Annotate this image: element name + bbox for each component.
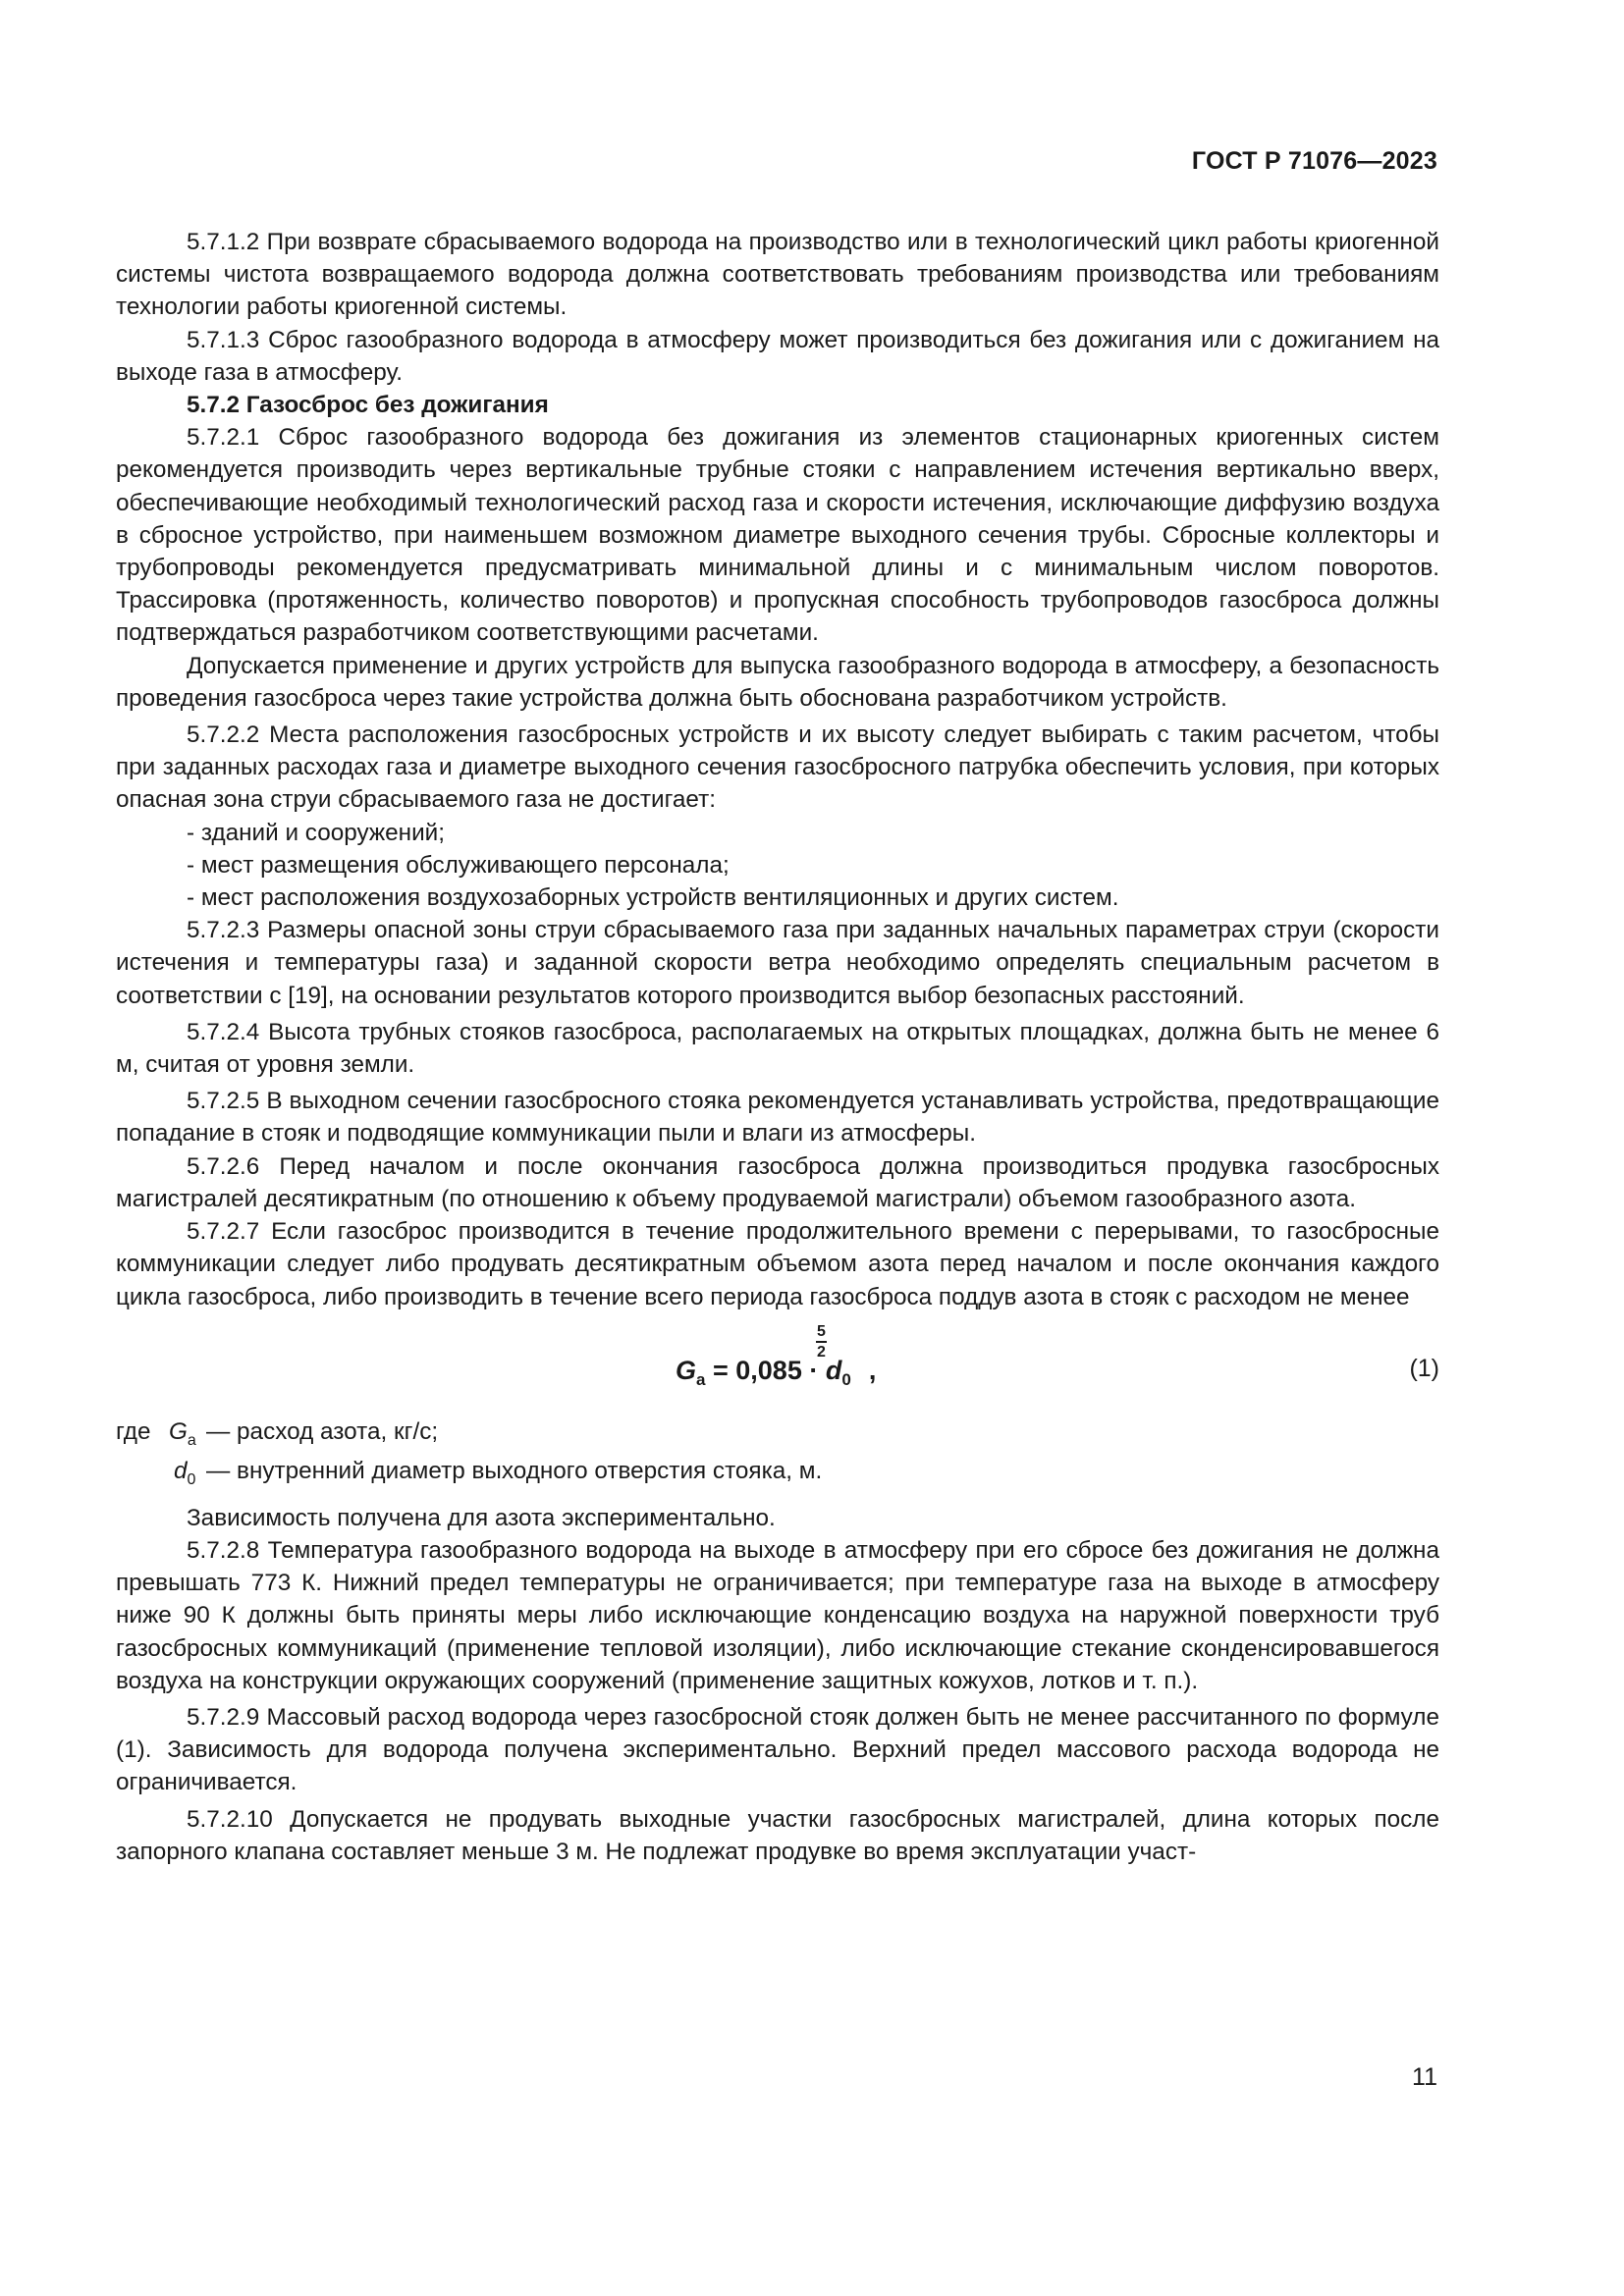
formula-lhs-symbol: G	[676, 1355, 697, 1385]
where-lead: где	[116, 1417, 151, 1445]
exponent-numerator: 5	[817, 1322, 826, 1340]
paragraph-5-7-2-5: 5.7.2.5 В выходном сечении газосбросного стояка рекомендуется устанавливать устройства, предотвращающие попадание в стояк и подводящие коммуникации пыли и влаги из атмосферы.	[116, 1088, 1439, 1148]
formula-lhs-sub: a	[696, 1369, 706, 1389]
paragraph-5-7-2-8: 5.7.2.8 Температура газообразного водорода на выходе в атмосферу при его сбросе без дожигания не должна превышать 773 К. Нижний предел температуры не ограничивается; при температуре газа на выходе в атмосферу ниже 90 К должны быть приняты меры либо исключающие конденсацию воздуха на наружной поверхности труб газосбросных коммуникаций (применение тепловой изоляции), либо исключающие стекание сконденсировавшегося воздуха на конструкции окружающих сооружений (применение защитных кожухов, лотков и т. п.).	[116, 1536, 1439, 1694]
where-row-ga	[116, 1414, 1439, 1453]
where-g-symbol: $G_a$	[169, 1417, 196, 1449]
page-number: 11	[1412, 2063, 1437, 2091]
formula-1	[116, 1319, 1439, 1414]
where-d-description: — внутренний диаметр выходного отверстия стояка, м.	[206, 1457, 823, 1484]
list-item-buildings: - зданий и сооружений;	[187, 819, 445, 846]
where-row-d0	[116, 1453, 1439, 1492]
section-heading-5-7-2: 5.7.2 Газосброс без дожигания	[187, 392, 549, 419]
paragraph-5-7-1-2: 5.7.1.2 При возврате сбрасываемого водорода на производство или в технологический цикл работы криогенной системы чистота возвращаемого водорода должна соответствовать требованиям производства или требованиям технологии работы криогенной системы.	[116, 229, 1439, 321]
paragraph-5-7-2-6: 5.7.2.6 Перед началом и после окончания газосброса должна производиться продувка газосбросных магистралей десятикратным (по отношению к объему продуваемой магистрали) объемом газообразного азота.	[116, 1152, 1439, 1212]
paragraph-permission: Допускается применение и других устройств для выпуска газообразного водорода в атмосферу, а безопасность проведения газосброса через такие устройства должна быть обоснована разработчиком устройств.	[116, 652, 1439, 712]
paragraph-5-7-2-4: 5.7.2.4 Высота трубных стояков газосброса, располагаемых на открытых площадках, должна быть не менее 6 м, считая от уровня земли.	[116, 1018, 1439, 1079]
formula-var: d	[825, 1355, 842, 1385]
formula-rhs: = 0,085 ·	[713, 1355, 819, 1385]
fraction-bar	[816, 1341, 827, 1343]
formula-var-sub: 0	[841, 1369, 851, 1389]
formula-expression	[676, 1322, 877, 1396]
equation-number: (1)	[1409, 1354, 1439, 1382]
list-item-air-intakes: - мест расположения воздухозаборных устройств вентиляционных и других систем.	[187, 884, 1119, 912]
paragraph-5-7-2-3: 5.7.2.3 Размеры опасной зоны струи сбрасываемого газа при заданных начальных параметрах струи (скорости истечения и температуры газа) и заданной скорости ветра необходимо определять специальным расчетом в соответствии с [19], на основании результатов которого производится выбор безопасных расстояний.	[116, 917, 1439, 1009]
document-code: ГОСТ Р 71076—2023	[1191, 147, 1437, 175]
document-body	[116, 226, 1439, 1868]
where-g-description: — расход азота, кг/с;	[206, 1417, 439, 1445]
paragraph-5-7-2-2: 5.7.2.2 Места расположения газосбросных устройств и их высоту следует выбирать с таким расчетом, чтобы при заданных расходах газа и диаметре выходного сечения газосбросного патрубка обеспечить условия, при которых опасная зона струи сбрасываемого газа не достигает:	[116, 721, 1439, 814]
formula-exponent	[816, 1323, 827, 1361]
paragraph-5-7-2-10: 5.7.2.10 Допускается не продувать выходные участки газосбросных магистралей, длина которых после запорного клапана составляет меньше 3 м. Не подлежат продувке во время эксплуатации участ-	[116, 1805, 1439, 1865]
paragraph-5-7-2-9: 5.7.2.9 Массовый расход водорода через газосбросной стояк должен быть не менее рассчитанного по формуле (1). Зависимость для водорода получена экспериментально. Верхний предел массового расхода водорода не ограничивается.	[116, 1703, 1439, 1796]
exponent-denominator: 2	[817, 1343, 826, 1361]
formula-trail: ,	[868, 1355, 877, 1385]
paragraph-dependency-note: Зависимость получена для азота экспериментально.	[187, 1504, 776, 1531]
paragraph-5-7-1-3: 5.7.1.3 Сброс газообразного водорода в атмосферу может производиться без дожигания или с дожиганием на выходе газа в атмосферу.	[116, 326, 1439, 386]
list-item-personnel: - мест размещения обслуживающего персонала;	[187, 851, 730, 879]
where-d-symbol: $d_0$	[174, 1457, 196, 1488]
paragraph-5-7-2-1: 5.7.2.1 Сброс газообразного водорода без дожигания из элементов стационарных криогенных систем рекомендуется производить через вертикальные трубные стояки с направлением истечения вертикально вверх, обеспечивающие необходимый технологический расход газа и скорости истечения, исключающие диффузию воздуха в сбросное устройство, при наименьшем возможном диаметре выходного сечения трубы. Сбросные коллекторы и трубопроводы рекомендуется предусматривать минимальной длины и с минимальным числом поворотов. Трассировка (протяженность, количество поворотов) и пропускная способность трубопроводов газосброса должны подтверждаться разработчиком соответствующими расчетами.	[116, 424, 1439, 647]
paragraph-5-7-2-7: 5.7.2.7 Если газосброс производится в течение продолжительного времени с перерывами, то газосбросные коммуникации следует либо продувать десятикратным объемом азота перед началом и после окончания каждого цикла газосброса, либо производить в течение всего периода газосброса поддув азота в стояк с расходом не менее	[116, 1218, 1439, 1310]
